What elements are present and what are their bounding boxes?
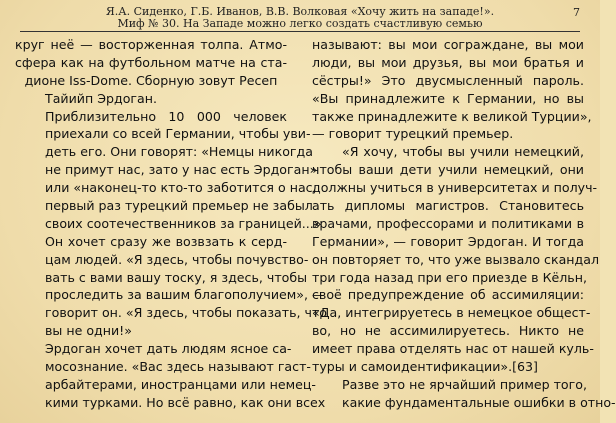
text-line: называют: вы мои сограждане, вы мои — [312, 37, 584, 52]
text-line: первый раз турецкий премьер не забыл — [45, 198, 313, 214]
text-line: своих соотечественников за границей...» — [45, 215, 322, 231]
text-line: Разве это не ярчайший пример того, — [342, 376, 587, 392]
text-line: Эрдоган хочет дать людям ясное са- — [45, 341, 292, 357]
text-line: арбайтерами, иностранцами или немец- — [45, 376, 316, 392]
text-line: также принадлежите к великой Турции», — [312, 108, 592, 124]
text-line: во, но не ассимилируетесь. Никто не — [312, 323, 584, 339]
text-line: туры и самоидентификации».[63] — [312, 359, 538, 375]
text-line: он повторяет то, что уже вызвало скандал — [312, 251, 599, 267]
text-line: Он хочет сразу же возвзать к серд- — [45, 233, 287, 249]
text-line: какие фундаментальные ошибки в отно- — [342, 394, 616, 410]
text-line: круг неё — восторженная толпа. Атмо- — [15, 37, 287, 52]
text-line: Приблизительно 10 000 человек — [45, 108, 287, 124]
text-line: имеет права отделять нас от нашей куль- — [312, 341, 594, 357]
text-line: вы не одни!» — [45, 323, 132, 339]
text-line: мосознание. «Вас здесь называют гаст- — [45, 359, 311, 375]
text-line: врачами, профессорами и политиками в — [312, 215, 584, 231]
text-line: сфера как на футбольном матче на ста- — [15, 54, 287, 70]
header-rule — [20, 31, 580, 32]
text-line: три года назад при его приезде в Кёльн, — [312, 269, 587, 285]
text-line: приехали со всей Германии, чтобы уви- — [45, 126, 311, 142]
text-line: «Вы принадлежите к Германии, но вы — [312, 90, 584, 106]
text-line: — говорит турецкий премьер. — [312, 126, 514, 142]
text-line: проследить за вашим благополучием», — — [45, 287, 325, 303]
text-line: или «наконец-то кто-то заботится о нас, — [45, 180, 317, 196]
text-line: деть его. Они говорят: «Немцы никогда — [45, 144, 313, 160]
text-line: дионе Iss-Dome. Сборную зовут Ресеп — [24, 72, 278, 88]
page-number: 7 — [573, 6, 580, 19]
text-line: должны учиться в университетах и получ- — [312, 180, 598, 196]
text-line: вать с вами вашу тоску, я здесь, чтобы — [45, 269, 308, 285]
text-line: сёстры!» Это двусмысленный пароль. — [312, 72, 584, 88]
text-line: говорит он. «Я здесь, чтобы показать, что — [45, 305, 327, 321]
text-line: «Да, интегрируетесь в немецкое общест- — [312, 305, 591, 321]
text-line: ать дипломы магистров. Становитесь — [312, 198, 584, 214]
text-line: цам людей. «Я здесь, чтобы почувство- — [45, 251, 309, 267]
left-column — [15, 36, 327, 412]
running-head — [0, 6, 600, 30]
right-column — [312, 36, 616, 412]
text-line: Тайийп Эрдоган. — [45, 90, 157, 106]
text-line: люди, вы мои друзья, вы мои братья и — [312, 54, 584, 70]
text-line: «Я хочу, чтобы вы учили немецкий, — [342, 144, 584, 160]
running-head-line1: Я.А. Сиденко, Г.Б. Иванов, В.В. Волковая «Хочу жить на западе!». — [105, 5, 495, 18]
text-line: Германии», — говорит Эрдоган. И тогда — [312, 233, 584, 249]
text-line: своё предупреждение об ассимиляции: — [312, 287, 584, 303]
text-line: чтобы ваши дети учили немецкий, они — [312, 162, 584, 178]
text-line: не примут нас, зато у нас есть Эрдоган» — [45, 162, 318, 178]
running-head-line2: Миф № 30. На Западе можно легко создать счастливую семью — [117, 17, 483, 30]
text-line: кими турками. Но всё равно, как они всех — [45, 394, 326, 410]
